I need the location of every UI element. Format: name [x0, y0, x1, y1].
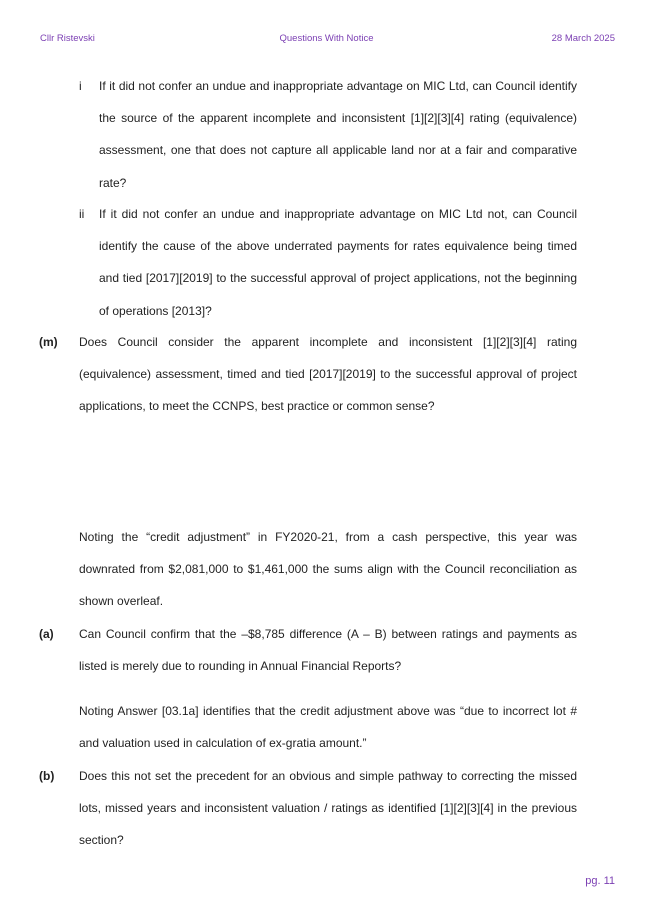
question-a-text: Can Council confirm that the –$8,785 difference (A – B) between ratings and payments as listed is merely due to rounding in Annual Financial Reports?: [79, 627, 577, 674]
noting-answer: Noting Answer [03.1a] identifies that the credit adjustment above was “due to incorrect lot # and valuation used in calculation of ex-gratia amount.”: [79, 704, 577, 751]
header-author: Cllr Ristevski: [40, 33, 95, 44]
header-title: Questions With Notice: [279, 33, 374, 44]
item-number-b: (b): [39, 769, 55, 783]
question-m-text: Does Council consider the apparent incomplete and inconsistent [1][2][3][4] rating (equivalence) assessment, timed and tied [2017][2019] to the successful approval of project applications, to meet the CCNPS, best practice or common sense?: [79, 335, 577, 414]
noting-credit-adjustment: Noting the “credit adjustment” in FY2020-21, from a cash perspective, this year was downrated from $2,081,000 to $1,461,000 the sums align with the Council reconciliation as shown overleaf.: [79, 530, 577, 609]
question-b-text: Does this not set the precedent for an obvious and simple pathway to correcting the missed lots, missed years and inconsistent valuation / ratings as identified [1][2][3][4] in the previous section?: [79, 769, 577, 848]
question-ii-text: If it did not confer an undue and inappropriate advantage on MIC Ltd not, can Council identify the cause of the above underrated payments for rates equivalence being timed and tied [2017][2019] to the successful approval of project applications, not the beginning of operations [2013]?: [99, 207, 577, 318]
item-number-ii: ii: [79, 207, 85, 221]
item-number-a: (a): [39, 627, 54, 641]
header-date: 28 March 2025: [551, 33, 615, 44]
item-number-m: (m): [39, 335, 58, 349]
page-number: pg. 11: [585, 875, 615, 887]
item-number-i: i: [79, 79, 82, 93]
question-i-text: If it did not confer an undue and inappropriate advantage on MIC Ltd, can Council identify the source of the apparent incomplete and inconsistent [1][2][3][4] rating (equivalence) assessment, one that does not capture all applicable land nor at a fair and comparative rate?: [99, 79, 577, 190]
